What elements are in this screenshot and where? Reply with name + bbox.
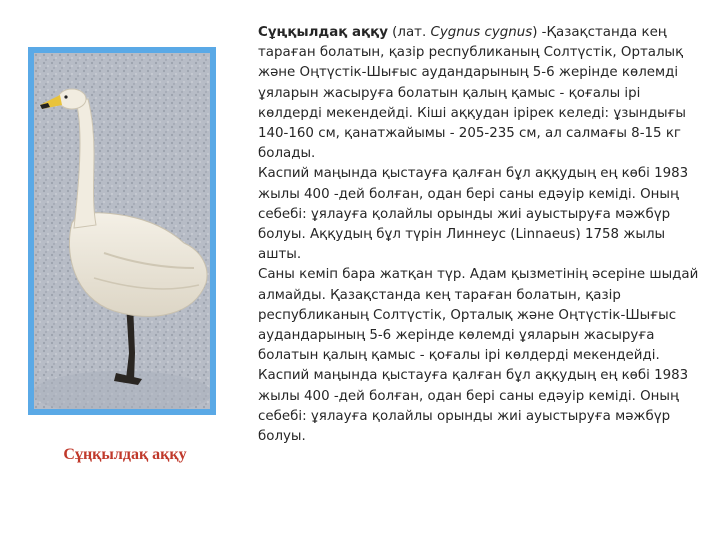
species-title: Сұңқылдақ аққу — [258, 25, 388, 40]
paragraph-3: Саны кеміп бара жатқан түр. Адам қызметінің әсеріне шыдай алмайды. Қазақстанда кең тараған болатын, қазір республиканың Солтүстік, Орталық және Оңтүстік-Шығыс аудандарының 5-6 жерінде көлемді ұяларын жасыруға болатын қалың қамыс - қоғалы ірі көлдерді мекендейді. Каспий маңында қыстауға қалған бұл аққудың ең көбі 1983 жылы 400 -дей болған, одан бері саны едәуір кеміді. Оның себебі: ұялауға қолайлы орынды жиі ауыстыруға мәжбүр болуы. — [258, 267, 699, 445]
paragraph-2: Каспий маңында қыстауға қалған бұл аққудың ең көбі 1983 жылы 400 -дей болған, одан бері саны едәуір кеміді. Оның себебі: ұялауға қолайлы орынды жиі ауыстыруға мәжбүр болуы. Аққудың бұл түрін Линнеус (Linnaeus) 1758 жылы ашты. — [258, 166, 689, 263]
swan-photo-frame — [28, 47, 216, 415]
image-caption: Сұңқылдақ аққу — [63, 446, 187, 463]
intro-paragraph — [258, 23, 703, 164]
intro-text: ) -Қазақстанда кең тараған болатын, қазір республиканың Солтүстік, Орталық және Оңтүстік-Шығыс аудандарының 5-6 жерінде көлемді ұяларын жасыруға болатын қалың қамыс - қоғалы ірі көлдерді мекендейді. Кіші аққудан ірірек келеді: ұзындығы 140-160 см, қанатжайымы - 205-235 см, ал салмағы 8-15 кг болады. — [258, 25, 686, 162]
article-text — [258, 23, 703, 447]
whooper-swan-photo — [34, 53, 210, 409]
latin-name: Cygnus cygnus — [430, 25, 533, 40]
latin-prefix: (лат. — [387, 25, 431, 40]
